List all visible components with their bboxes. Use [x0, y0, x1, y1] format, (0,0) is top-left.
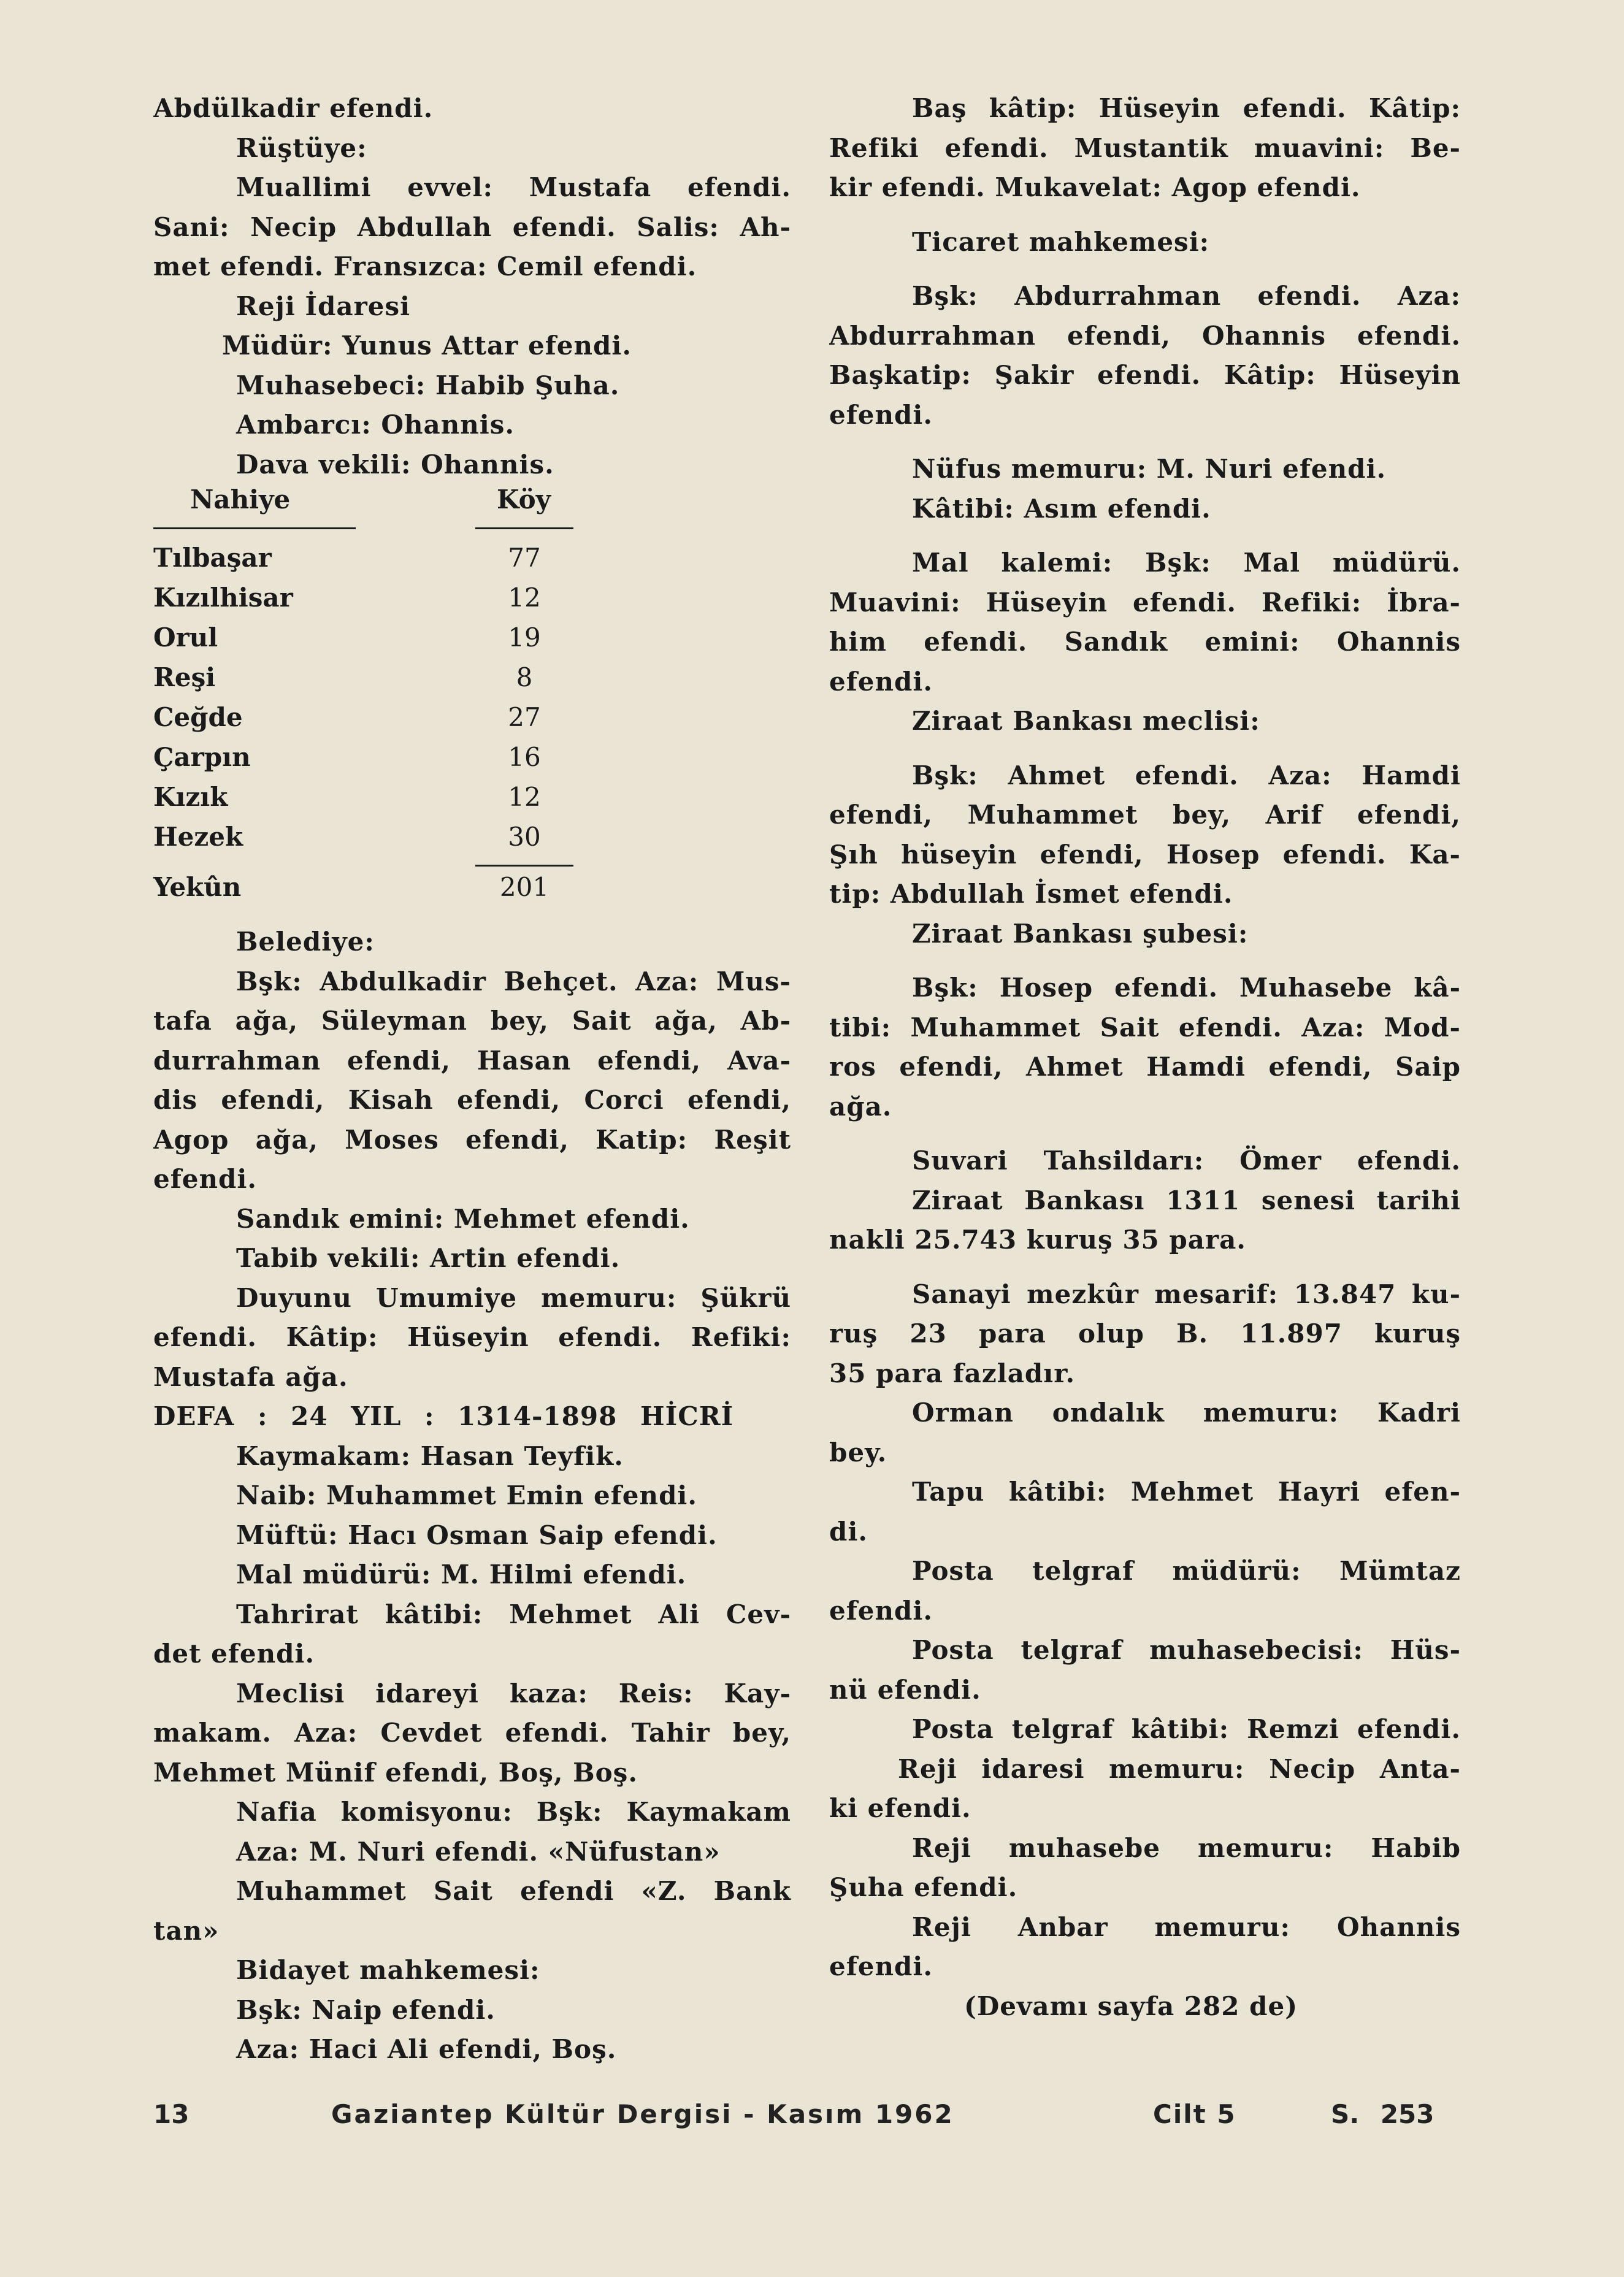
text-line: Sani: Necip Abdullah efendi. Salis: Ah-	[153, 212, 791, 242]
table-row	[153, 543, 583, 582]
text-line: efendi.	[829, 1595, 933, 1626]
text-line: Tahrirat kâtibi: Mehmet Ali Cev-	[236, 1599, 791, 1629]
text-line: Posta telgraf kâtibi: Remzi efendi.	[912, 1714, 1461, 1744]
text-line: Suvari Tahsildarı: Ömer efendi.	[912, 1146, 1461, 1176]
text-line: efendi. Kâtip: Hüseyin efendi. Refiki:	[153, 1322, 791, 1352]
nahiye-name: Orul	[153, 622, 218, 652]
text-line: ağa.	[829, 1091, 892, 1122]
page-footer	[153, 2099, 1460, 2136]
text-line: Nafia komisyonu: Bşk: Kaymakam	[236, 1797, 791, 1827]
text-line: Rüştüye:	[236, 132, 367, 163]
table-row	[153, 822, 583, 861]
text-line: efendi, Muhammet bey, Arif efendi,	[829, 800, 1461, 830]
total-rule	[475, 865, 573, 867]
text-line: Meclisi idareyi kaza: Reis: Kay-	[236, 1678, 791, 1709]
text-line: Ambarcı: Ohannis.	[236, 410, 515, 440]
koy-count: 77	[508, 543, 541, 573]
text-line: Orman ondalık memuru: Kadri	[912, 1398, 1461, 1428]
text-line: Reji muhasebe memuru: Habib	[912, 1832, 1461, 1863]
table-row	[153, 583, 583, 622]
table-row	[153, 782, 583, 821]
table-row	[153, 702, 583, 741]
text-line: tan»	[153, 1915, 220, 1946]
text-line: Baş kâtip: Hüseyin efendi. Kâtip:	[912, 93, 1461, 123]
volume-label: Cilt 5	[1153, 2099, 1236, 2129]
text-line: Dava vekili: Ohannis.	[236, 449, 554, 480]
text-line: Müdür: Yunus Attar efendi.	[222, 331, 632, 361]
left-column	[153, 89, 791, 2070]
text-line: Belediye:	[236, 927, 375, 957]
text-line: 35 para fazladır.	[829, 1358, 1076, 1388]
koy-count: 27	[508, 702, 541, 732]
text-line: Bşk: Naip efendi.	[236, 1994, 496, 2025]
section-heading: DEFA : 24 YIL : 1314-1898 HİCRİ	[153, 1401, 734, 1431]
nahiye-name: Tılbaşar	[153, 543, 272, 573]
text-line: det efendi.	[153, 1639, 315, 1669]
text-line: Muhammet Sait efendi «Z. Bank	[236, 1876, 791, 1906]
text-line: Müftü: Hacı Osman Saip efendi.	[236, 1520, 718, 1550]
journal-title: Gaziantep Kültür Dergisi - Kasım 1962	[331, 2099, 954, 2129]
text-line: Naib: Muhammet Emin efendi.	[236, 1480, 698, 1510]
koy-count: 16	[508, 742, 541, 772]
table-header-nahiye: Nahiye	[190, 484, 291, 515]
text-line: Şıh hüseyin efendi, Hosep efendi. Ka-	[829, 839, 1461, 870]
text-line: ruş 23 para olup B. 11.897 kuruş	[829, 1318, 1461, 1349]
text-line: Başkatip: Şakir efendi. Kâtip: Hüseyin	[829, 360, 1461, 390]
text-line: ki efendi.	[829, 1793, 971, 1823]
text-line: efendi.	[829, 399, 933, 430]
koy-count: 12	[508, 782, 541, 812]
text-line: tibi: Muhammet Sait efendi. Aza: Mod-	[829, 1012, 1461, 1043]
total-label: Yekûn	[153, 872, 242, 902]
text-line: nü efendi.	[829, 1674, 981, 1705]
text-line: bey.	[829, 1437, 887, 1468]
text-line: efendi.	[829, 1951, 933, 1981]
header-rule	[475, 527, 573, 529]
text-line: di.	[829, 1516, 868, 1547]
table-row	[153, 742, 583, 781]
text-line: Reji Anbar memuru: Ohannis	[912, 1912, 1461, 1942]
text-line: efendi.	[153, 1164, 257, 1194]
text-line: Bşk: Abdurrahman efendi. Aza:	[912, 281, 1461, 311]
text-line: Mustafa ağa.	[153, 1361, 348, 1392]
text-line: Nüfus memuru: M. Nuri efendi.	[912, 454, 1387, 484]
text-line: Bidayet mahkemesi:	[236, 1955, 540, 1985]
text-line: him efendi. Sandık emini: Ohannis	[829, 627, 1461, 657]
text-line: Aza: Haci Ali efendi, Boş.	[236, 2034, 617, 2064]
table-total-row	[153, 872, 583, 911]
text-line: Ziraat Bankası 1311 senesi tarihi	[912, 1185, 1461, 1215]
total-value: 201	[499, 872, 550, 902]
text-line: Muallimi evvel: Mustafa efendi.	[236, 172, 791, 202]
text-line: Ziraat Bankası şubesi:	[912, 918, 1249, 949]
header-rule	[153, 527, 356, 529]
text-line: Posta telgraf müdürü: Mümtaz	[912, 1556, 1461, 1586]
text-line: Muhasebeci: Habib Şuha.	[236, 370, 620, 400]
issue-label: S. 253	[1331, 2099, 1434, 2129]
koy-count: 8	[516, 662, 533, 692]
nahiye-name: Hezek	[153, 822, 243, 852]
nahiye-name: Çarpın	[153, 742, 251, 772]
text-line: Duyunu Umumiye memuru: Şükrü	[236, 1282, 791, 1313]
text-line: Kaymakam: Hasan Teyfik.	[236, 1441, 624, 1471]
text-line: Sandık emini: Mehmet efendi.	[236, 1203, 690, 1234]
text-line: Ticaret mahkemesi:	[912, 226, 1210, 257]
text-line: efendi.	[829, 666, 933, 697]
table-row	[153, 662, 583, 702]
table-row	[153, 622, 583, 662]
text-line: Reji İdaresi	[236, 291, 411, 321]
text-line: durrahman efendi, Hasan efendi, Ava-	[153, 1045, 791, 1076]
text-line: Ziraat Bankası meclisi:	[912, 706, 1260, 736]
nahiye-table	[153, 484, 791, 908]
text-line: Kâtibi: Asım efendi.	[912, 493, 1211, 524]
koy-count: 12	[508, 583, 541, 613]
text-line: Mal müdürü: M. Hilmi efendi.	[236, 1559, 687, 1590]
text-line: makam. Aza: Cevdet efendi. Tahir bey,	[153, 1718, 791, 1748]
nahiye-name: Kızılhisar	[153, 583, 293, 613]
text-line: tafa ağa, Süleyman bey, Sait ağa, Ab-	[153, 1006, 791, 1036]
text-line: Sanayi mezkûr mesarif: 13.847 ku-	[912, 1279, 1461, 1309]
text-line: kir efendi. Mukavelat: Agop efendi.	[829, 172, 1361, 202]
nahiye-name: Reşi	[153, 662, 216, 692]
text-line: Bşk: Ahmet efendi. Aza: Hamdi	[912, 760, 1461, 790]
text-line: Mehmet Münif efendi, Boş, Boş.	[153, 1757, 638, 1788]
text-line: ros efendi, Ahmet Hamdi efendi, Saip	[829, 1052, 1461, 1082]
koy-count: 19	[508, 622, 541, 652]
text-line: Reji idaresi memuru: Necip Anta-	[898, 1753, 1461, 1784]
text-line: Mal kalemi: Bşk: Mal müdürü.	[912, 548, 1461, 578]
table-header-koy: Köy	[497, 484, 551, 515]
text-line: Abdülkadir efendi.	[153, 93, 434, 123]
text-line: nakli 25.743 kuruş 35 para.	[829, 1225, 1246, 1255]
text-line: Agop ağa, Moses efendi, Katip: Reşit	[153, 1124, 791, 1155]
text-line: Tabib vekili: Artin efendi.	[236, 1243, 621, 1273]
text-line: Posta telgraf muhasebecisi: Hüs-	[912, 1635, 1461, 1665]
continuation-note: (Devamı sayfa 282 de)	[964, 1991, 1298, 2021]
text-line: Muavini: Hüseyin efendi. Refiki: İbra-	[829, 587, 1461, 618]
right-column	[829, 89, 1461, 2026]
text-line: Tapu kâtibi: Mehmet Hayri efen-	[912, 1477, 1461, 1507]
text-line: Abdurrahman efendi, Ohannis efendi.	[829, 320, 1461, 351]
nahiye-name: Kızık	[153, 782, 228, 812]
text-line: tip: Abdullah İsmet efendi.	[829, 879, 1233, 909]
text-line: Bşk: Abdulkadir Behçet. Aza: Mus-	[236, 966, 791, 997]
nahiye-name: Ceğde	[153, 702, 243, 732]
page-number: 13	[153, 2099, 190, 2129]
text-line: Refiki efendi. Mustantik muavini: Be-	[829, 132, 1461, 163]
text-line: met efendi. Fransızca: Cemil efendi.	[153, 251, 697, 281]
text-line: Şuha efendi.	[829, 1872, 1018, 1902]
text-line: Bşk: Hosep efendi. Muhasebe kâ-	[912, 973, 1461, 1003]
text-line: Aza: M. Nuri efendi. «Nüfustan»	[236, 1836, 721, 1867]
koy-count: 30	[508, 822, 541, 852]
text-line: dis efendi, Kisah efendi, Corci efendi,	[153, 1085, 791, 1115]
